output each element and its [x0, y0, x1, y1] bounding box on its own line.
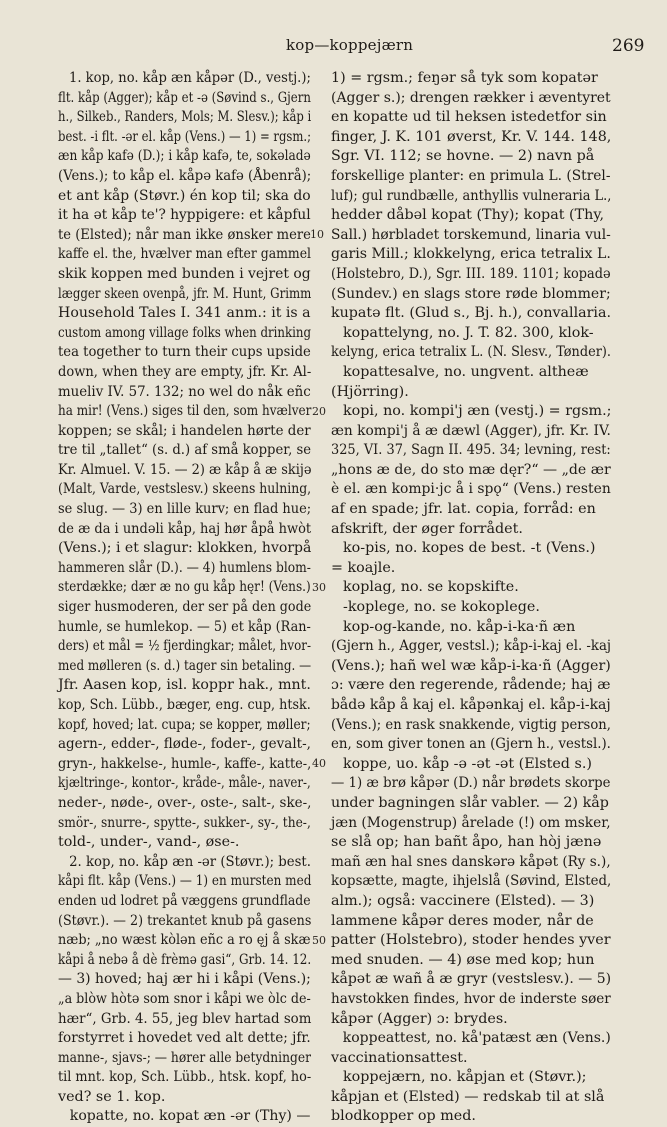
- text-line: neder-, nøde-, over-, oste-, salt-, ske-,: [58, 794, 312, 811]
- text-line: (Vens.); en rask snakkende, vigtig person,: [331, 716, 611, 733]
- text-line: kopattelyng, no. J. T. 82. 300, klok-: [343, 324, 594, 341]
- text-line: tre til „tallet“ (s. d.) af små kopper, se: [58, 442, 312, 459]
- text-line: koppen; se skål; i handelen hørte der: [58, 422, 311, 439]
- running-head: kop—koppejærn: [286, 36, 414, 54]
- text-line: Sall.) hørbladet torskemund, linaria vul-: [331, 226, 611, 243]
- text-line: „a blòw hòtə som snor i kåpi we òlc de-: [58, 990, 311, 1007]
- text-line: siger husmoderen, der ser på den gode: [58, 599, 312, 616]
- text-line: kaffe el. the, hvælver man efter gammel: [58, 246, 312, 263]
- text-line: kelyng, erica tetralix L. (N. Slesv., Tønder).: [331, 344, 611, 361]
- text-line: — 3) hoved; haj ær hi i kåpi (Vens.);: [58, 971, 311, 988]
- text-line: smör-, snurre-, spytte-, sukker-, sy-, the-,: [58, 814, 311, 831]
- text-line: under bagningen slår vabler. — 2) kåp: [331, 794, 609, 811]
- line-number-marker: 40: [312, 757, 326, 770]
- text-line: kåpət æ wañ å æ gryr (vestslesv.). — 5): [331, 971, 612, 988]
- text-line: (Vens.); i et slagur: klokken, hvorpå: [58, 540, 312, 557]
- text-line: afskrift, der øger forrådet.: [331, 520, 523, 537]
- text-line: kopf, hoved; lat. cupa; se kopper, møller;: [58, 716, 311, 733]
- text-line: sterdække; dær æ no gu kåp hęr! (Vens.): [58, 579, 311, 596]
- text-line: forskellige planter: en primula L. (Strel-: [331, 167, 611, 184]
- text-line: ders) et mål = ½ fjerdingkar; målet, hvor-: [58, 638, 311, 655]
- right-column: [331, 69, 611, 1127]
- text-line: kop, Sch. Lübb., bæger, eng. cup, htsk.: [58, 697, 311, 713]
- text-line: 2. kop, no. kåp æn -ər (Støvr.); best.: [69, 853, 311, 870]
- text-line: 325, VI. 37, Sagn II. 495. 34; levning, rest:: [331, 442, 611, 459]
- text-line: æn kåp kafə (D.); i kåp kafə, te, sokəladə: [58, 148, 311, 165]
- text-line: ɔ: være den regerende, rådende; haj æ: [331, 677, 611, 694]
- text-line: lægger skeen ovenpå, jfr. M. Hunt, Grimm: [58, 285, 312, 302]
- text-line: (Vens.); to kåp el. kåpə kafə (Åbenrå);: [58, 167, 312, 184]
- text-line: koplag, no. se kopskifte.: [343, 579, 519, 596]
- text-line: kåpər (Agger) ɔ: brydes.: [331, 1010, 508, 1027]
- page-number: 269: [612, 36, 645, 56]
- text-line: med mølleren (s. d.) tager sin betaling. —: [58, 657, 312, 674]
- text-line: hedder dåbəl kopat (Thy); kopat (Thy,: [331, 207, 605, 224]
- text-line: kjæltringe-, kontor-, kråde-, måle-, naver-,: [58, 775, 311, 792]
- text-line: custom among village folks when drinking: [58, 324, 312, 341]
- text-line: told-, under-, vand-, øse-.: [58, 834, 240, 851]
- text-line: en, som giver tonen an (Gjern h., vestsl.).: [331, 736, 611, 753]
- text-line: koppeattest, no. kå'patæst æn (Vens.): [342, 1030, 611, 1047]
- text-line: flt. kåp (Agger); kåp et -ə (Søvind s., Gjern: [58, 89, 311, 106]
- text-line: hammeren slår (D.). — 4) humlens blom-: [58, 559, 311, 576]
- text-line: luf); gul rundbælle, anthyllis vulneraria L.,: [331, 187, 612, 204]
- text-line: (Agger s.); drengen rækker i æventyret: [331, 89, 611, 106]
- left-column: [58, 69, 311, 1127]
- text-line: (Hjörring).: [331, 383, 409, 400]
- text-line: te (Elsted); når man ikke ønsker mere: [58, 226, 311, 243]
- text-line: Sgr. VI. 112; se hovne. — 2) navn på: [331, 148, 595, 165]
- text-line: (Holstebro, D.), Sgr. III. 189. 1101; kopadə: [331, 265, 611, 282]
- text-line: kop-og-kande, no. kåp-i-ka·ñ æn: [343, 618, 576, 635]
- text-line: jæn (Mogenstrup) årelade (!) om msker,: [331, 814, 611, 831]
- text-line: (Gjern h., Agger, vestsl.); kåp-i-kaj el. -kaj: [331, 638, 612, 655]
- text-line: kopi, no. kompi'j æn (vestj.) = rgsm.;: [343, 403, 612, 420]
- text-line: mueliv IV. 57. 132; no wel do nåk eñc: [58, 383, 311, 400]
- text-line: patter (Holstebro), stoder hendes yver: [331, 932, 611, 949]
- text-line: (Støvr.). — 2) trekantet knub på gasens: [58, 912, 312, 929]
- text-line: kupatə flt. (Glud s., Bj. h.), convallaria.: [331, 305, 612, 322]
- line-number-marker: 50: [312, 934, 326, 947]
- text-line: en kopatte ud til heksen istedetfor sin: [331, 109, 607, 126]
- text-line: it ha ət kåp te'? hyppigere: et kåpful: [58, 207, 311, 224]
- text-line: til mnt. kop, Sch. Lübb., htsk. kopf, ho-: [58, 1069, 312, 1086]
- text-line: koppejærn, no. kåpjan et (Støvr.);: [343, 1069, 587, 1086]
- text-line: de æ da i undəli kåp, haj hør åpå hwòt: [58, 520, 312, 537]
- text-line: 1) = rgsm.; feŋər så tyk som kopatər: [331, 70, 598, 86]
- text-line: -koplege, no. se kokoplege.: [343, 599, 540, 616]
- text-line: Jfr. Aasen kop, isl. koppr hak., mnt.: [58, 677, 311, 694]
- text-line: (Vens.); hañ wel wæ kåp-i-ka·ñ (Agger): [331, 657, 611, 674]
- text-line: hær“, Grb. 4. 55, jeg blev hartad som: [58, 1010, 312, 1027]
- text-line: ko-pis, no. kopes de best. -t (Vens.): [343, 540, 596, 557]
- text-line: garis Mill.; klokkelyng, erica tetralix L.: [331, 246, 611, 263]
- text-line: down, when they are empty, jfr. Kr. Al-: [58, 363, 312, 380]
- text-line: næb; „no wæst kòlən eñc a ro ęj å skæ: [58, 932, 311, 949]
- text-line: Household Tales I. 341 anm.: it is a: [58, 305, 311, 322]
- text-line: koppe, uo. kåp -ə -ət -ət (Elsted s.): [343, 755, 592, 772]
- text-line: kopatte, no. kopat æn -ər (Thy) —: [69, 1108, 311, 1125]
- text-line: manne-, sjavs-; — hører alle betydninger: [58, 1049, 311, 1066]
- text-line: „hons æ de, do sto mæ dęr?“ — „de ær: [331, 461, 611, 478]
- text-line: — 1) æ brø kåpər (D.) når brødets skorpe: [331, 775, 611, 792]
- text-line: se slå op; han bañt åpo, han hòj jænə: [331, 834, 602, 851]
- text-line: med snuden. — 4) øse med kop; hun: [331, 951, 595, 968]
- text-line: è el. æn kompi·jc å i spǫ“ (Vens.) resten: [331, 481, 611, 498]
- text-line: bådə kåp å kaj el. kåpənkaj el. kåp-i-kaj: [331, 697, 611, 713]
- text-line: havstokken findes, hvor de inderste søer: [331, 990, 611, 1007]
- text-line: lammene kåpər deres moder, når de: [331, 912, 594, 929]
- text-line: kopsætte, magte, ihjelslå (Søvind, Elsted,: [331, 873, 612, 890]
- text-line: mañ æn hal snes danskərə kåpət (Ry s.),: [331, 853, 611, 870]
- text-line: af en spade; jfr. lat. copia, forråd: en: [331, 501, 596, 518]
- line-number-marker: 30: [312, 581, 326, 594]
- text-line: kåpi flt. kåp (Vens.) — 1) en mursten med: [58, 873, 312, 890]
- text-line: finger, J. K. 101 øverst, Kr. V. 144. 148,: [331, 128, 612, 145]
- text-line: 1. kop, no. kåp æn kåpər (D., vestj.);: [69, 70, 311, 86]
- text-line: enden ud lodret på væggens grundflade: [58, 892, 311, 909]
- text-line: tea together to turn their cups upside: [58, 344, 311, 361]
- text-line: (Malt, Varde, vestslesv.) skeens hulning,: [58, 481, 312, 498]
- line-number-marker: 10: [310, 228, 324, 241]
- text-line: kåpjan et (Elsted) — redskab til at slå: [331, 1088, 605, 1105]
- text-line: humle, se humlekop. — 5) et kåp (Ran-: [58, 618, 311, 635]
- text-line: gryn-, hakkelse-, humle-, kaffe-, katte-,: [58, 755, 312, 772]
- text-line: forstyrret i hovedet ved alt dette; jfr.: [58, 1030, 311, 1047]
- text-line: agern-, edder-, fløde-, foder-, gevalt-,: [58, 736, 311, 753]
- text-line: = koajle.: [331, 559, 396, 576]
- text-line: skik koppen med bunden i vejret og: [58, 265, 311, 282]
- text-line: et ant kåp (Støvr.) én kop til; ska do: [58, 187, 311, 204]
- text-line: (Sundev.) en slags store røde blommer;: [331, 285, 611, 302]
- text-line: kopattesalve, no. ungvent. altheæ: [343, 363, 589, 380]
- text-line: h., Silkeb., Randers, Mols; M. Slesv.); kåp i: [58, 109, 312, 126]
- text-line: vaccinationsattest.: [331, 1049, 468, 1066]
- line-number-marker: 20: [312, 405, 326, 418]
- text-line: ha mir! (Vens.) siges til den, som hvælver: [58, 403, 312, 420]
- text-line: alm.); også: vaccinere (Elsted). — 3): [331, 892, 595, 909]
- text-line: æn kompi'j å æ dæwl (Agger), jfr. Kr. IV.: [331, 422, 611, 439]
- text-line: blodkopper op med.: [331, 1108, 476, 1125]
- text-line: ved? se 1. kop.: [58, 1088, 166, 1105]
- text-line: kåpi å nebə å dè frèmə gasi“, Grb. 14. 12.: [58, 951, 312, 968]
- text-line: Kr. Almuel. V. 15. — 2) æ kåp å æ skijə: [58, 461, 312, 478]
- text-line: best. -i flt. -ər el. kåp (Vens.) — 1) = rgsm.;: [58, 128, 312, 145]
- text-line: se slug. — 3) en lille kurv; en flad hue;: [58, 501, 312, 518]
